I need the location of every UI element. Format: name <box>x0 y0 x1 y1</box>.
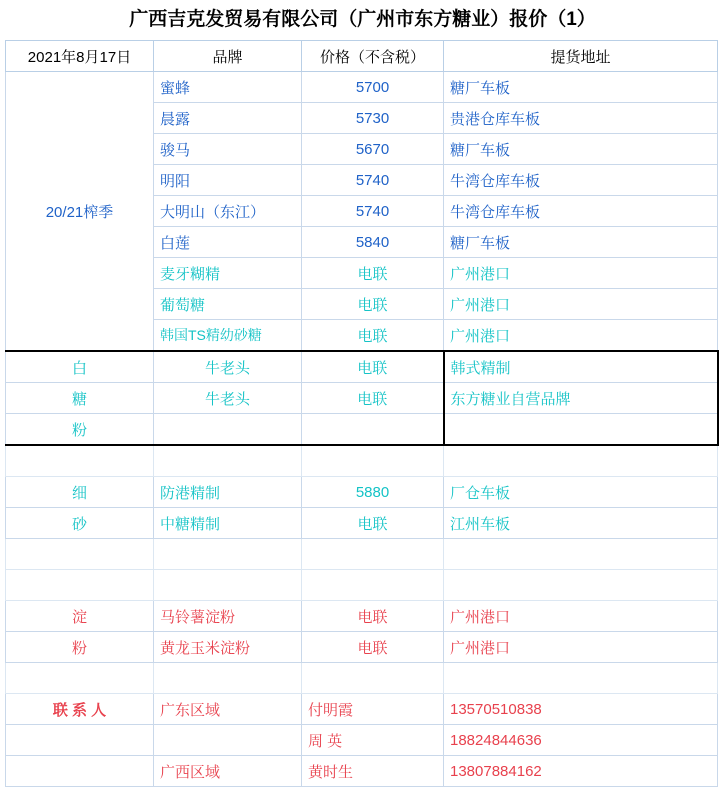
table-row <box>6 725 718 756</box>
empty-cell <box>444 539 718 570</box>
cell-price: 5730 <box>302 103 444 134</box>
empty-cell <box>6 445 154 477</box>
table-header-row <box>6 41 718 72</box>
table-row <box>6 632 718 663</box>
cell-brand: 牛老头 <box>154 351 302 383</box>
cell-address: 江州车板 <box>444 508 718 539</box>
category-white-sugar-powder: 糖 <box>6 383 154 414</box>
empty-cell <box>154 445 302 477</box>
empty-cell <box>6 663 154 694</box>
cell-price: 5700 <box>302 72 444 103</box>
contact-label <box>6 725 154 756</box>
cell-price: 5740 <box>302 196 444 227</box>
cell-price: 电联 <box>302 632 444 663</box>
empty-cell <box>154 539 302 570</box>
cell-address: 东方糖业自营品牌 <box>444 383 718 414</box>
cell-address: 广州港口 <box>444 632 718 663</box>
cell-address: 牛湾仓库车板 <box>444 196 718 227</box>
category-starch: 粉 <box>6 632 154 663</box>
contact-region: 广西区域 <box>154 756 302 787</box>
spacer-row <box>6 663 718 694</box>
category-fine-sugar: 砂 <box>6 508 154 539</box>
contact-phone: 13570510838 <box>444 694 718 725</box>
cell-price: 电联 <box>302 508 444 539</box>
table-row <box>6 601 718 632</box>
cell-price: 5840 <box>302 227 444 258</box>
empty-cell <box>444 663 718 694</box>
contact-name: 黄时生 <box>302 756 444 787</box>
quotation-table <box>5 40 719 787</box>
table-row <box>6 72 718 103</box>
cell-price <box>302 414 444 446</box>
category-season: 20/21榨季 <box>6 72 154 352</box>
header-brand: 品牌 <box>154 41 302 72</box>
empty-cell <box>302 539 444 570</box>
cell-address: 广州港口 <box>444 320 718 352</box>
spacer-row <box>6 539 718 570</box>
empty-cell <box>302 663 444 694</box>
empty-cell <box>444 570 718 601</box>
category-white-sugar-powder: 白 <box>6 351 154 383</box>
header-address: 提货地址 <box>444 41 718 72</box>
cell-price: 5670 <box>302 134 444 165</box>
empty-cell <box>6 570 154 601</box>
cell-price: 电联 <box>302 351 444 383</box>
spacer-row <box>6 445 718 477</box>
category-starch: 淀 <box>6 601 154 632</box>
cell-price: 电联 <box>302 289 444 320</box>
cell-brand: 防港精制 <box>154 477 302 508</box>
cell-price: 电联 <box>302 383 444 414</box>
cell-brand: 大明山（东江） <box>154 196 302 227</box>
contact-phone: 18824844636 <box>444 725 718 756</box>
cell-brand: 明阳 <box>154 165 302 196</box>
table-row <box>6 351 718 383</box>
header-date: 2021年8月17日 <box>6 41 154 72</box>
cell-brand: 骏马 <box>154 134 302 165</box>
empty-cell <box>302 570 444 601</box>
cell-brand: 黄龙玉米淀粉 <box>154 632 302 663</box>
cell-brand: 中糖精制 <box>154 508 302 539</box>
cell-address: 糖厂车板 <box>444 72 718 103</box>
header-price: 价格（不含税） <box>302 41 444 72</box>
contact-phone: 13807884162 <box>444 756 718 787</box>
cell-brand: 白莲 <box>154 227 302 258</box>
cell-brand <box>154 414 302 446</box>
cell-price: 5740 <box>302 165 444 196</box>
table-row <box>6 694 718 725</box>
table-row <box>6 508 718 539</box>
cell-address: 广州港口 <box>444 258 718 289</box>
cell-brand: 韩国TS精幼砂糖 <box>154 320 302 352</box>
cell-brand: 晨露 <box>154 103 302 134</box>
empty-cell <box>154 663 302 694</box>
cell-price: 电联 <box>302 258 444 289</box>
empty-cell <box>154 570 302 601</box>
contact-label <box>6 756 154 787</box>
cell-price: 5880 <box>302 477 444 508</box>
table-row <box>6 477 718 508</box>
cell-address: 牛湾仓库车板 <box>444 165 718 196</box>
cell-address: 贵港仓库车板 <box>444 103 718 134</box>
cell-address: 糖厂车板 <box>444 134 718 165</box>
cell-address: 广州港口 <box>444 289 718 320</box>
cell-brand: 马铃薯淀粉 <box>154 601 302 632</box>
cell-brand: 蜜蜂 <box>154 72 302 103</box>
cell-address: 广州港口 <box>444 601 718 632</box>
contact-region: 广东区域 <box>154 694 302 725</box>
contact-name: 付明霞 <box>302 694 444 725</box>
category-fine-sugar: 细 <box>6 477 154 508</box>
category-white-sugar-powder: 粉 <box>6 414 154 446</box>
table-row <box>6 383 718 414</box>
empty-cell <box>444 445 718 477</box>
empty-cell <box>302 445 444 477</box>
table-row <box>6 756 718 787</box>
contact-region <box>154 725 302 756</box>
contact-name: 周 英 <box>302 725 444 756</box>
empty-cell <box>6 539 154 570</box>
cell-address: 韩式精制 <box>444 351 718 383</box>
cell-address <box>444 414 718 446</box>
cell-price: 电联 <box>302 320 444 352</box>
cell-address: 糖厂车板 <box>444 227 718 258</box>
cell-brand: 葡萄糖 <box>154 289 302 320</box>
contact-label: 联 系 人 <box>6 694 154 725</box>
cell-address: 厂仓车板 <box>444 477 718 508</box>
spacer-row <box>6 570 718 601</box>
page-title: 广西吉克发贸易有限公司（广州市东方糖业）报价（1） <box>129 9 596 30</box>
cell-brand: 麦牙糊精 <box>154 258 302 289</box>
cell-brand: 牛老头 <box>154 383 302 414</box>
cell-price: 电联 <box>302 601 444 632</box>
table-row <box>6 414 718 446</box>
